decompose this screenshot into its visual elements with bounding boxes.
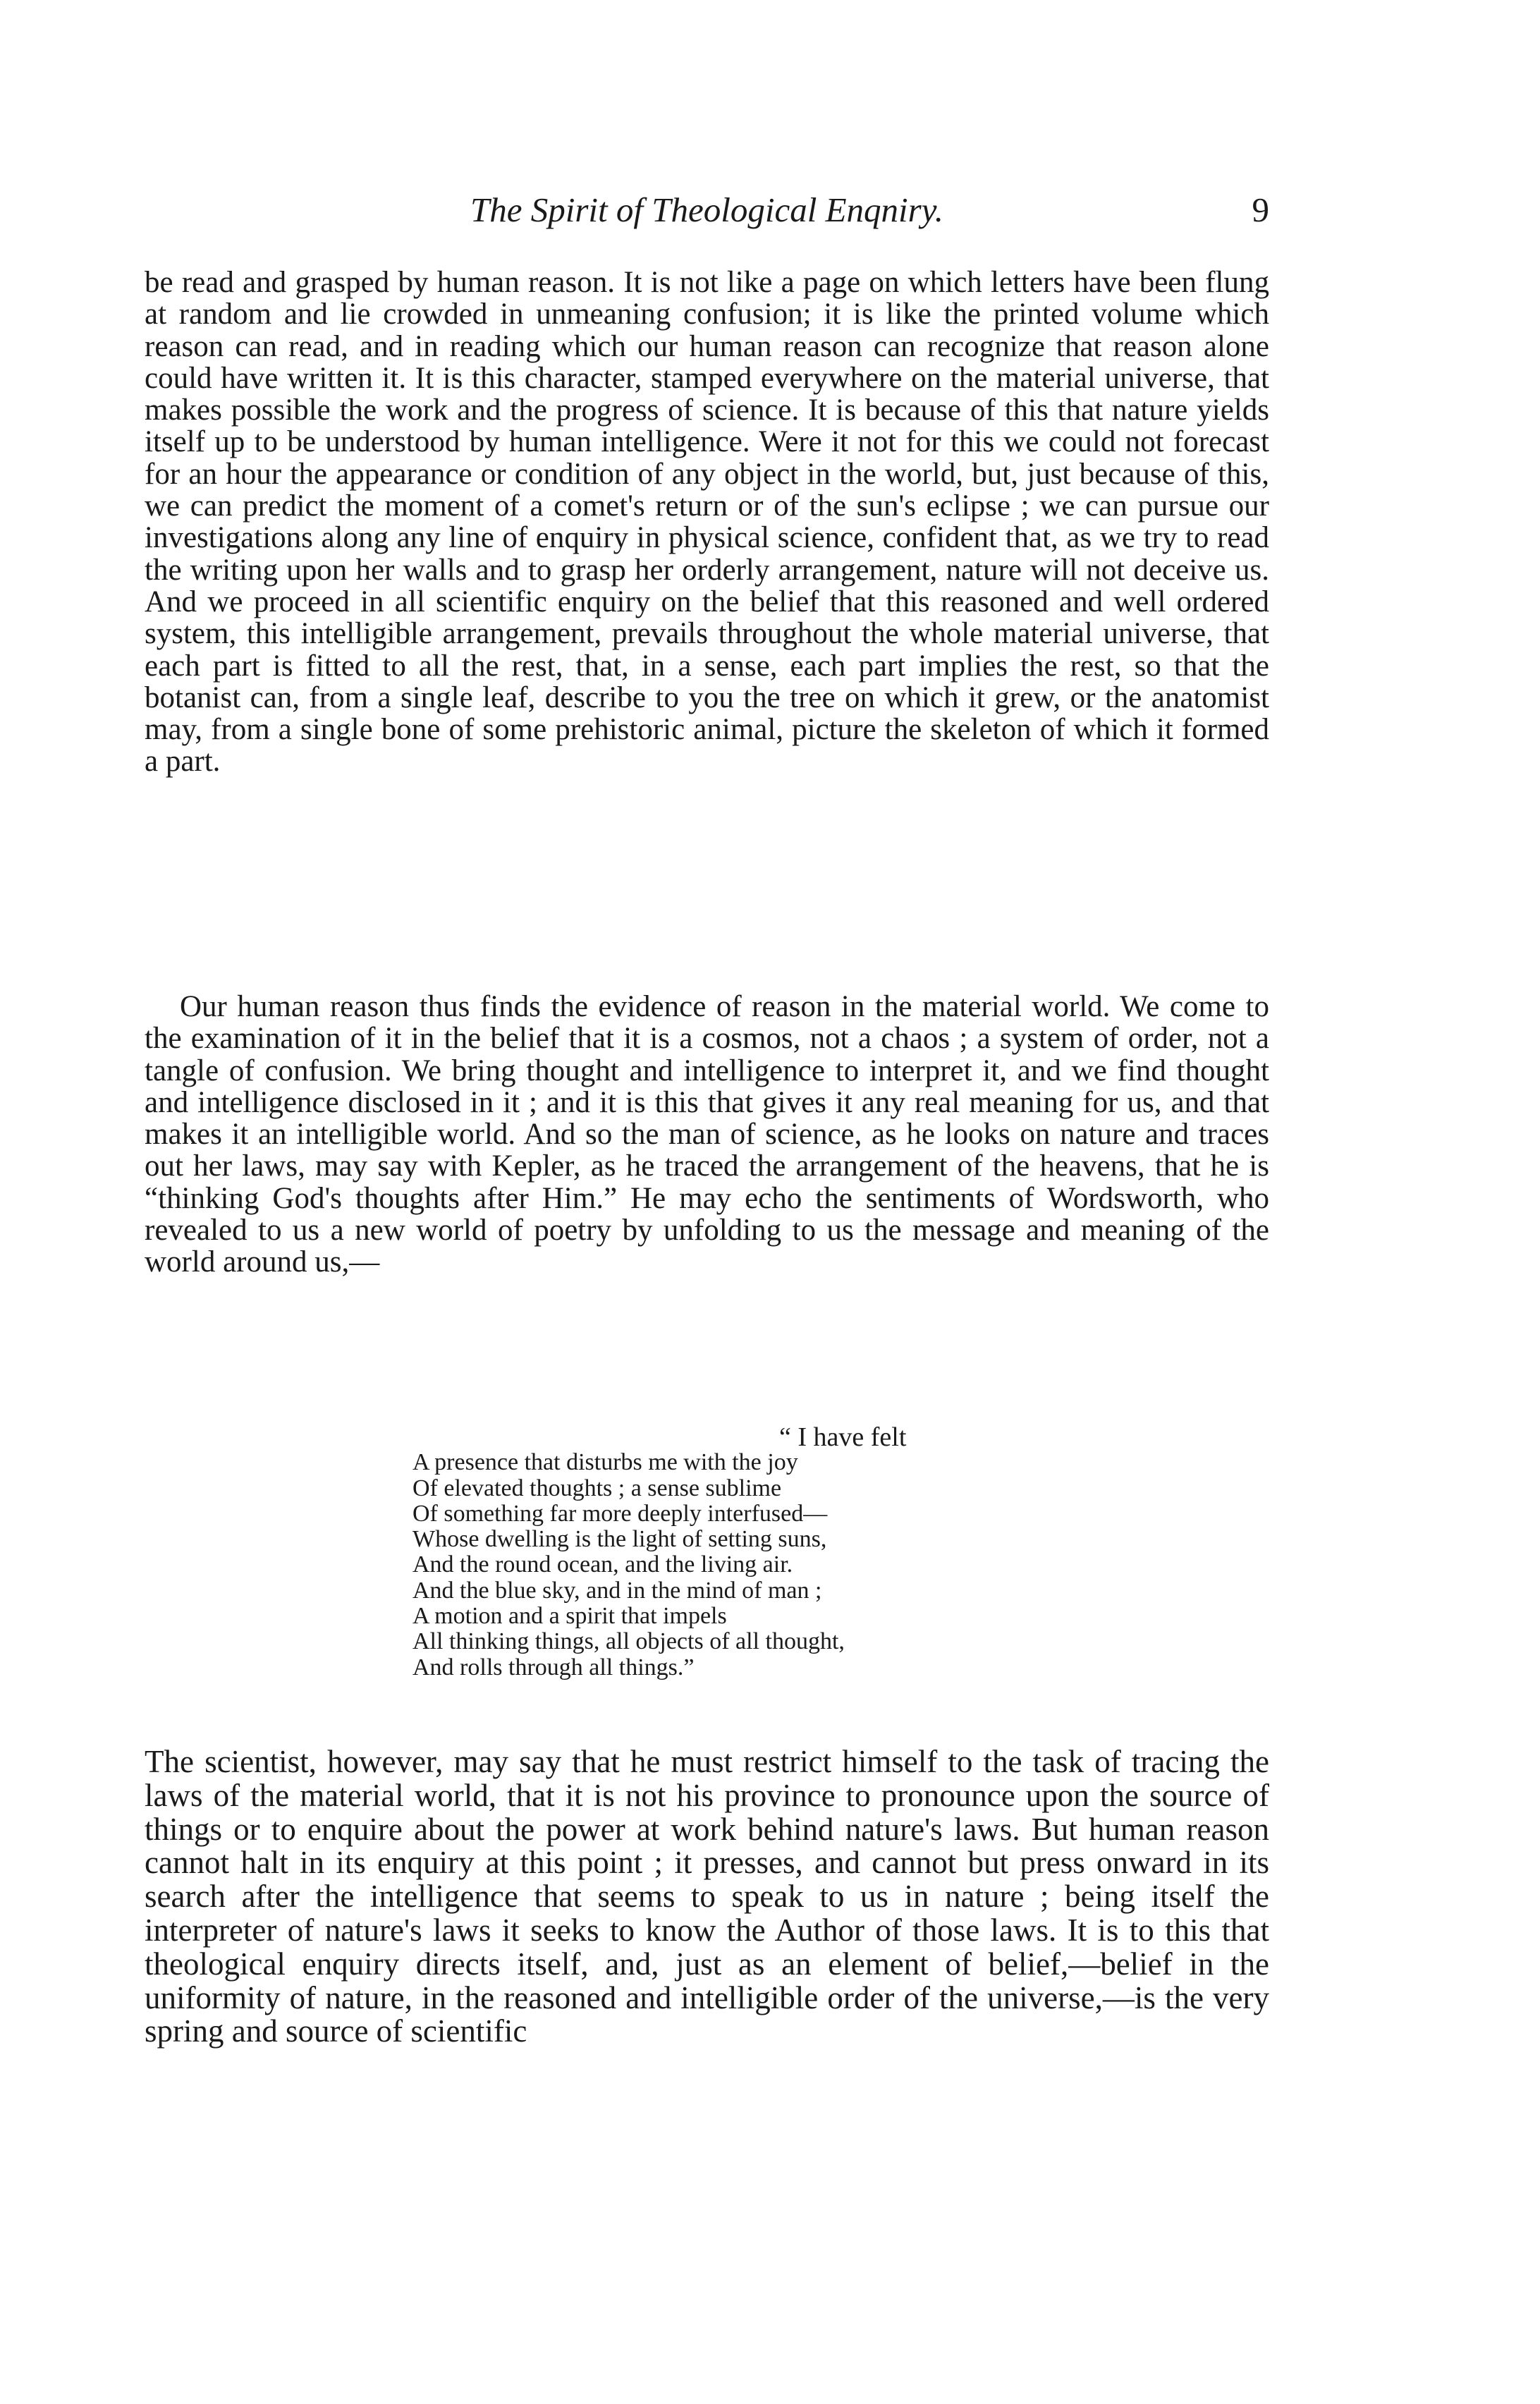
poem-line: All thinking things, all objects of all thought, (412, 1628, 845, 1655)
running-title: The Spirit of Theological Enqniry. (470, 190, 944, 229)
page-number: 9 (1252, 190, 1269, 229)
poem-line: Of elevated thoughts ; a sense sublime (412, 1475, 782, 1501)
wordsworth-quotation (412, 1424, 1118, 1680)
poem-line: And rolls through all things.” (412, 1654, 695, 1680)
paragraph-1: be read and grasped by human reason. It is not like a page on which letters have been flung at random and lie crowded in unmeaning confusion; it is like the printed volume which reason can read, and in reading which our human reason can recognize that reason alone could have written it. It is this character, stamped everywhere on the material universe, that makes possible the work and the progress of science. It is because of this that nature yields itself up to be understood by human intelligence. Were it not for this we could not forecast for an hour the appearance or condition of any object in the world, but, just because of this, we can predict the moment of a comet's return or of the sun's eclipse ; we can pursue our investigations along any line of enquiry in physical science, confident that, as we try to read the writing upon her walls and to grasp her orderly arrangement, nature will not deceive us. And we proceed in all scientific enquiry on the belief that this reasoned and well ordered system, this intelligible arrangement, prevails throughout the whole material universe, that each part is fitted to all the rest, that, in a sense, each part implies the rest, so that the botanist can, from a single leaf, describe to you the tree on which it grew, or the anatomist may, from a single bone of some prehistoric animal, picture the skeleton of which it formed a part. (145, 266, 1269, 779)
poem-line: And the blue sky, and in the mind of man ; (412, 1577, 822, 1604)
running-head (145, 182, 1269, 238)
poem-line: A motion and a spirit that impels (412, 1603, 727, 1630)
paragraph-2: Our human reason thus finds the evidence of reason in the material world. We come to the examination of it in the belief that it is a cosmos, not a chaos ; a system of order, not a tangle of confusion. We bring thought and intelligence to interpret it, and we find thought and intelligence disclosed in it ; and it is this that gives it any real meaning for us, and that makes it an intelligible world. And so the man of science, as he looks on nature and traces out her laws, may say with Kepler, as he traced the arrangement of the heavens, that he is “thinking God's thoughts after Him.” He may echo the sentiments of Wordsworth, who revealed to us a new world of poetry by unfolding to us the message and meaning of the world around us,— (145, 990, 1269, 1279)
paragraph-1-block (145, 267, 1269, 778)
poem-line: “ I have felt (779, 1422, 907, 1452)
paragraph-3-block (145, 1745, 1269, 2049)
paragraph-3: The scientist, however, may say that he must restrict himself to the task of tracing the laws of the material world, that it is not his province to pronounce upon the source of things or to enquire about the power at work behind nature's laws. But human reason cannot halt in its enquiry at this point ; it presses, and cannot but press onward in its search after the intelligence that seems to speak to us in nature ; being itself the interpreter of nature's laws it seeks to know the Author of those laws. It is to this that theological enquiry directs itself, and, just as an element of belief,—belief in the uniformity of nature, in the reasoned and intelligible order of the universe,—is the very spring and source of scientific (145, 1744, 1269, 2049)
poem-line: A presence that disturbs me with the joy (412, 1449, 798, 1476)
poem-line: Of something far more deeply interfused— (412, 1500, 828, 1527)
poem-line: And the round ocean, and the living air. (412, 1551, 793, 1578)
poem-line: Whose dwelling is the light of setting suns, (412, 1526, 827, 1553)
paragraph-2-block (145, 991, 1269, 1279)
